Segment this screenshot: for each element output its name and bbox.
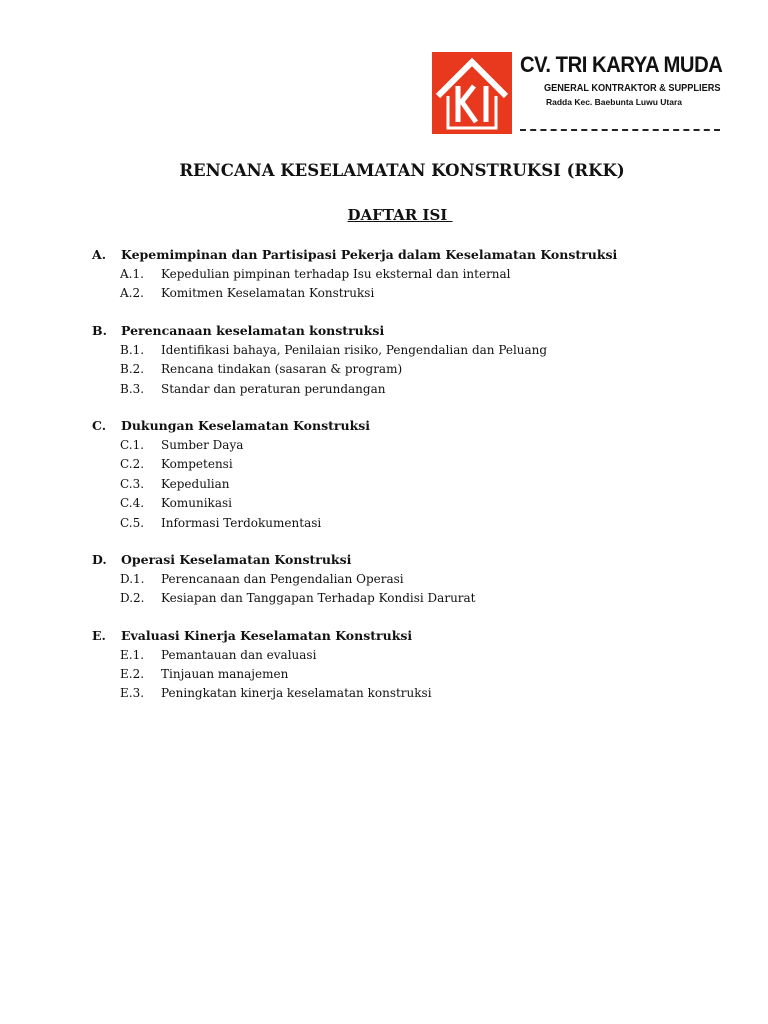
toc-entry: [92, 436, 732, 455]
toc-entry-number: D.1.: [120, 571, 145, 586]
toc-entry-number: C.5.: [120, 515, 145, 530]
toc-entry: [92, 494, 732, 513]
toc-entry: [92, 284, 732, 303]
toc-entry-number: C.3.: [120, 476, 145, 491]
toc-entry: [92, 570, 732, 589]
toc-section: [92, 246, 732, 304]
toc-section-heading: [92, 246, 732, 265]
toc-section-title: Operasi Keselamatan Konstruksi: [121, 551, 352, 567]
toc-entry-number: B.2.: [120, 362, 145, 377]
toc-entry-number: B.3.: [120, 381, 145, 396]
toc-entry: [92, 380, 732, 399]
house-kt-logo-icon: [432, 52, 512, 134]
toc-entry: [92, 455, 732, 474]
toc-entry-number: C.4.: [120, 496, 145, 511]
toc-entry: [92, 265, 732, 284]
toc-entry-text: Komitmen Keselamatan Konstruksi: [161, 286, 375, 301]
toc-entry-text: Kepedulian pimpinan terhadap Isu eksternal dan internal: [161, 267, 511, 281]
table-of-contents: [92, 246, 732, 722]
toc-entry-text: Standar dan peraturan perundangan: [161, 381, 386, 396]
toc-section-heading: [92, 551, 732, 570]
toc-section-heading: [92, 627, 732, 646]
toc-entry: [92, 341, 732, 360]
toc-entry-text: Tinjauan manajemen: [161, 667, 289, 682]
toc-section: [92, 627, 732, 704]
letterhead: [432, 52, 732, 136]
toc-entry-number: C.1.: [120, 437, 145, 452]
toc-entry-text: Kompetensi: [161, 457, 233, 472]
toc-entry-text: Identifikasi bahaya, Penilaian risiko, Pengendalian dan Peluang: [161, 342, 548, 357]
toc-section: [92, 417, 732, 533]
toc-section-heading: [92, 417, 732, 436]
toc-entry: [92, 665, 732, 684]
toc-entry-text: Sumber Daya: [161, 437, 244, 452]
toc-heading: [0, 206, 768, 224]
toc-entry-text: Informasi Terdokumentasi: [161, 515, 322, 530]
toc-entry-number: B.1.: [120, 342, 145, 357]
toc-entry-number: E.2.: [120, 667, 145, 682]
company-address: Radda Kec. Baebunta Luwu Utara: [546, 97, 683, 107]
toc-entry: [92, 684, 732, 703]
toc-section: [92, 322, 732, 399]
toc-section-letter: B.: [92, 322, 107, 338]
toc-section-title: Evaluasi Kinerja Keselamatan Konstruksi: [121, 627, 413, 643]
toc-section-title: Dukungan Keselamatan Konstruksi: [121, 417, 371, 433]
toc-entry: [92, 646, 732, 665]
toc-entry: [92, 514, 732, 533]
letterhead-divider: [520, 129, 720, 131]
toc-section: [92, 551, 732, 609]
toc-entry-text: Kesiapan dan Tanggapan Terhadap Kondisi Darurat: [161, 591, 476, 606]
toc-section-title: Perencanaan keselamatan konstruksi: [121, 322, 385, 338]
toc-section-letter: D.: [92, 551, 107, 567]
toc-section-letter: E.: [92, 627, 106, 643]
toc-section-letter: A.: [92, 247, 107, 262]
toc-entry-number: A.2.: [120, 286, 144, 301]
toc-entry-number: C.2.: [120, 457, 145, 472]
toc-entry-text: Kepedulian: [161, 476, 230, 491]
toc-entry-text: Komunikasi: [161, 496, 232, 511]
toc-entry-number: A.1.: [120, 267, 144, 281]
toc-entry-number: E.3.: [120, 686, 145, 701]
toc-entry: [92, 589, 732, 608]
company-name: CV. TRI KARYA MUDA: [520, 52, 723, 77]
company-tagline: GENERAL KONTRAKTOR & SUPPLIERS: [544, 83, 721, 94]
toc-entry: [92, 475, 732, 494]
toc-section-title: Kepemimpinan dan Partisipasi Pekerja dalam Keselamatan Konstruksi: [121, 247, 618, 262]
toc-entry: [92, 360, 732, 379]
toc-section-heading: [92, 322, 732, 341]
document-title: RENCANA KESELAMATAN KONSTRUKSI (RKK): [179, 161, 625, 180]
toc-entry-number: E.1.: [120, 647, 145, 662]
toc-heading-text: DAFTAR ISI: [347, 206, 453, 224]
toc-entry-text: Rencana tindakan (sasaran & program): [161, 362, 403, 377]
toc-entry-text: Perencanaan dan Pengendalian Operasi: [161, 571, 404, 586]
toc-entry-number: D.2.: [120, 591, 145, 606]
toc-entry-text: Pemantauan dan evaluasi: [161, 647, 317, 662]
toc-entry-text: Peningkatan kinerja keselamatan konstruksi: [161, 686, 432, 701]
toc-section-letter: C.: [92, 417, 107, 433]
